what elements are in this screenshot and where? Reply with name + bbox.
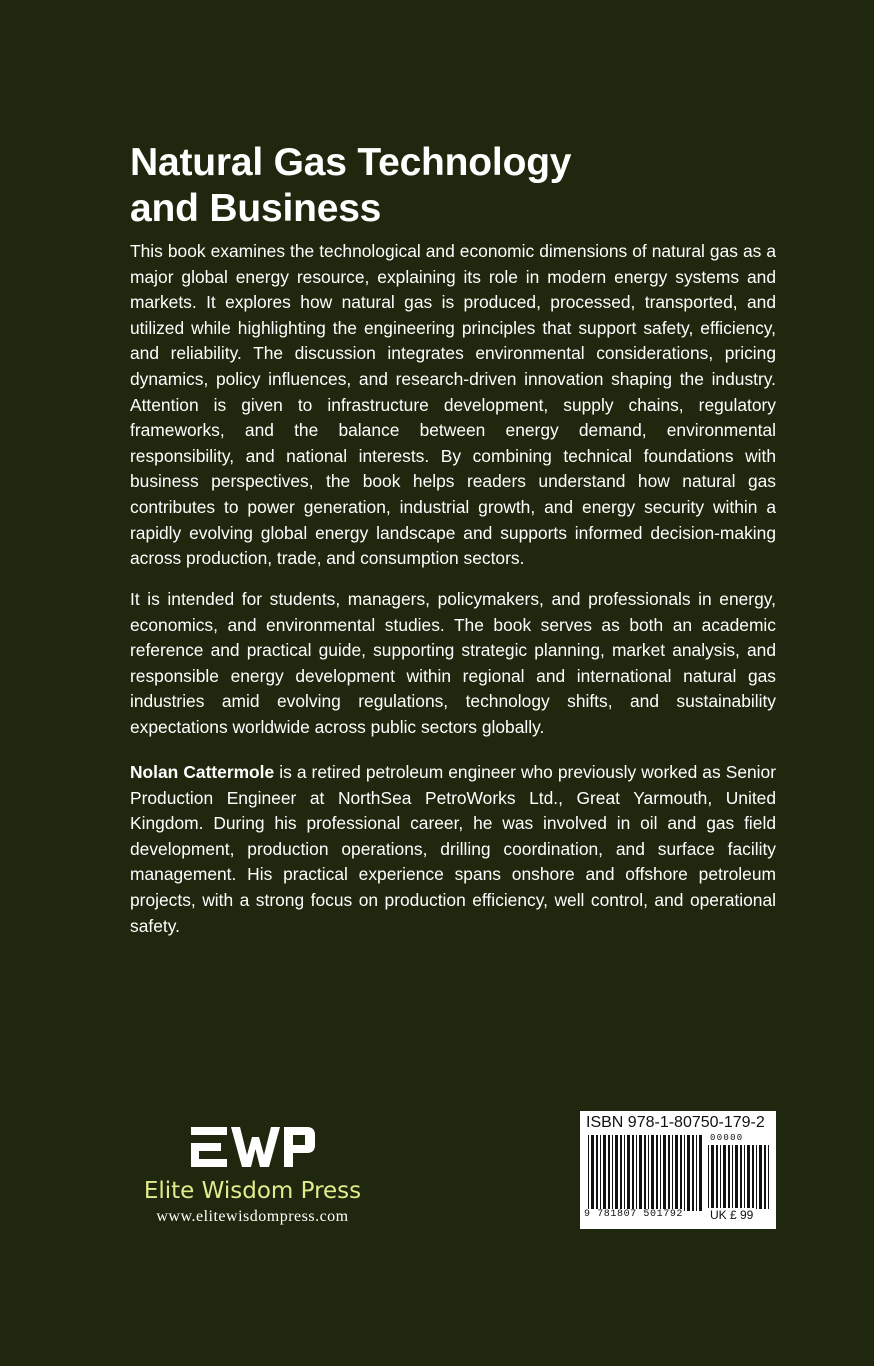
barcode-digits: 9 781807 501792 xyxy=(584,1209,684,1220)
book-title-line2: and Business xyxy=(130,187,382,230)
description-paragraph-1: This book examines the technological and economic dimensions of natural gas as a major global energy resource, explaining its role in modern energy systems and markets. It explores how natural gas is produced, processed, transported, and utilized while highlighting the engineering principles that support safety, efficiency, and reliability. The discussion integrates environmental considerations, pricing dynamics, policy influences, and research-driven innovation shaping the industry. Attention is given to infrastructure development, supply chains, regulatory frameworks, and the balance between energy demand, environmental responsibility, and national interests. By combining technical foundations with business perspectives, the book helps readers understand how natural gas contributes to power generation, industrial growth, and energy security within a rapidly evolving global energy landscape and supports informed decision-making across production, trade, and consumption sectors. xyxy=(130,241,776,569)
isbn-barcode xyxy=(580,1111,776,1229)
publisher-name: Elite Wisdom Press xyxy=(143,1178,362,1204)
book-title xyxy=(130,140,750,232)
description-paragraph-2: It is intended for students, managers, policymakers, and professionals in energy, economics, and environmental studies. The book serves as both an academic reference and practical guide, supporting strategic planning, market analysis, and responsible energy development within regional and international natural gas industries amid evolving regulations, technology shifts, and sustainability expectations worldwide across public sectors globally. xyxy=(130,589,776,737)
author-bio xyxy=(130,760,776,939)
barcode-addon-digits: 00000 xyxy=(710,1133,744,1143)
isbn-label: ISBN 978-1-80750-179-2 xyxy=(586,1114,765,1131)
author-bio-text: is a retired petroleum engineer who previously worked as Senior Production Engineer at NorthSea PetroWorks Ltd., Great Yarmouth, United Kingdom. During his professional career, he was involved in oil and gas field development, production operations, drilling coordination, and surface facility management. His practical experience spans onshore and offshore petroleum projects, with a strong focus on production efficiency, well control, and operational safety. xyxy=(130,762,776,936)
book-title-line1: Natural Gas Technology xyxy=(130,141,572,184)
publisher-url: www.elitewisdompress.com xyxy=(156,1208,349,1225)
price-label: UK £ 99 xyxy=(710,1208,754,1222)
publisher-logo xyxy=(130,1125,375,1227)
ewp-logo-icon xyxy=(189,1125,317,1169)
author-name: Nolan Cattermole xyxy=(130,762,275,782)
